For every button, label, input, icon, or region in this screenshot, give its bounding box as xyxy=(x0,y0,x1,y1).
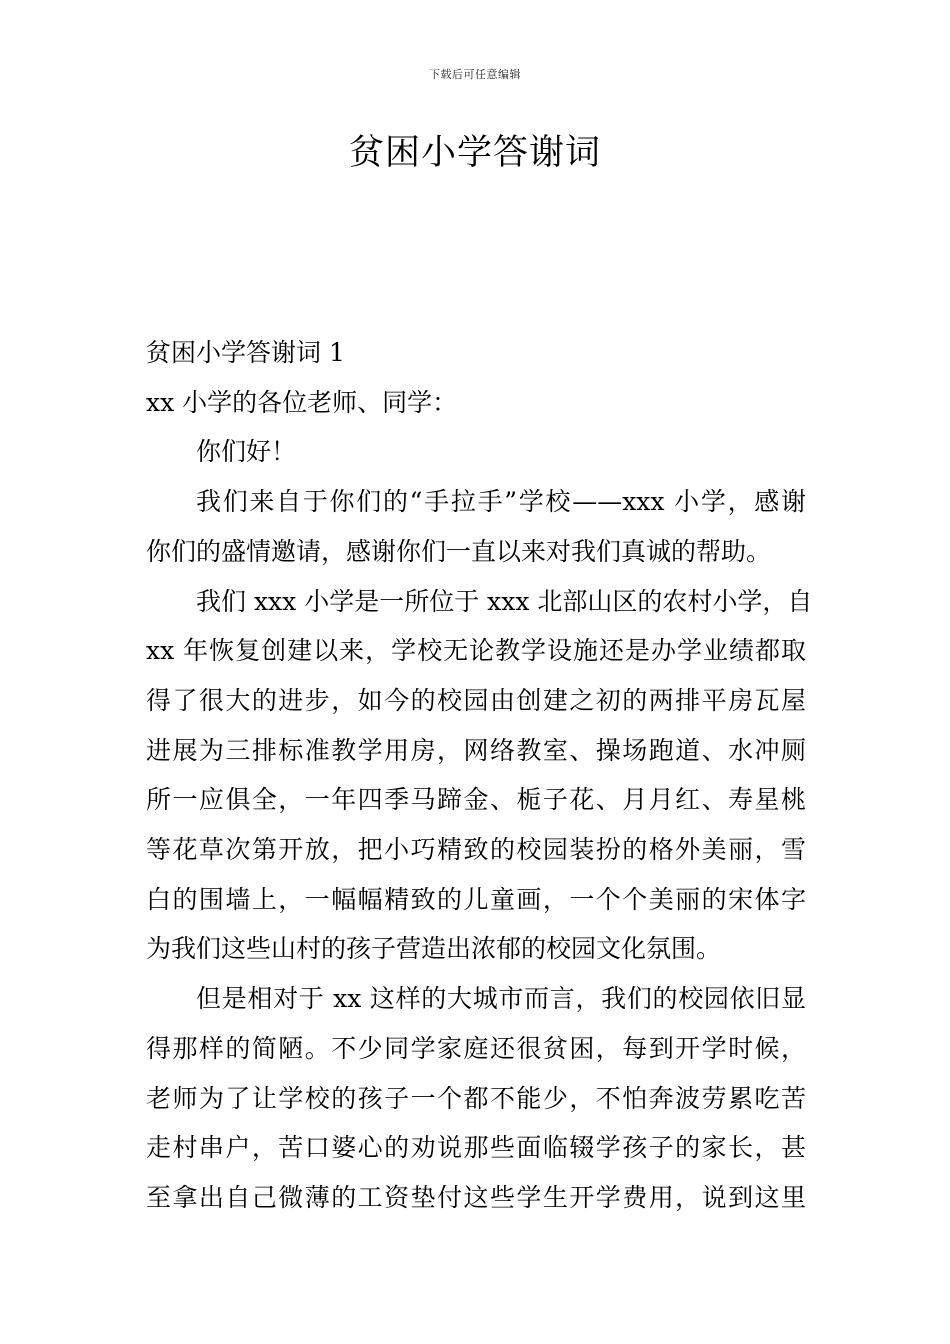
paragraph-line: 为我们这些山村的孩子营造出浓郁的校园文化氛围。 xyxy=(146,934,722,964)
paragraph-line: 得了很大的进步，如今的校园由创建之初的两排平房瓦屋 xyxy=(146,685,806,715)
paragraph-line: 我们来自于你们的“手拉手”学校——xxx 小学，感谢 xyxy=(196,487,806,517)
paragraph-3 xyxy=(146,974,806,1223)
paragraph-line: 老师为了让学校的孩子一个都不能少，不怕奔波劳累吃苦 xyxy=(146,1083,806,1113)
header-note: 下载后可任意编辑 xyxy=(429,68,521,81)
paragraph-line: 所一应俱全，一年四季马蹄金、栀子花、月月红、寿星桃 xyxy=(146,785,806,815)
salutation: xx 小学的各位老师、同学： xyxy=(146,387,458,417)
greeting: 你们好！ xyxy=(196,437,297,467)
document-body xyxy=(146,328,813,1223)
paragraph-line: 走村串户，苦口婆心的劝说那些面临辍学孩子的家长，甚 xyxy=(146,1133,806,1163)
paragraph-line: 进展为三排标准教学用房，网络教室、操场跑道、水冲厕 xyxy=(146,735,806,765)
paragraph-line: 但是相对于 xx 这样的大城市而言，我们的校园依旧显 xyxy=(196,984,806,1014)
paragraph-line: 至拿出自己微薄的工资垫付这些学生开学费用，说到这里 xyxy=(146,1182,806,1212)
paragraph-2 xyxy=(146,577,813,975)
paragraph-line: 得那样的简陋。不少同学家庭还很贫困，每到开学时候， xyxy=(146,1033,806,1063)
paragraph-line: 白的围墙上，一幅幅精致的儿童画，一个个美丽的宋体字 xyxy=(146,884,806,914)
paragraph-line: 你们的盛情邀请，感谢你们一直以来对我们真诚的帮助。 xyxy=(146,536,772,566)
document-title: 贫困小学答谢词 xyxy=(348,133,601,173)
paragraph-line: xx 年恢复创建以来，学校无论教学设施还是办学业绩都取 xyxy=(146,636,806,666)
paragraph-1 xyxy=(146,477,806,576)
paragraph-line: 等花草次第开放，把小巧精致的校园装扮的格外美丽，雪 xyxy=(146,835,806,865)
paragraph-line: 我们 xxx 小学是一所位于 xxx 北部山区的农村小学，自 xyxy=(196,586,813,616)
section-heading: 贫困小学答谢词 1 xyxy=(146,338,345,367)
